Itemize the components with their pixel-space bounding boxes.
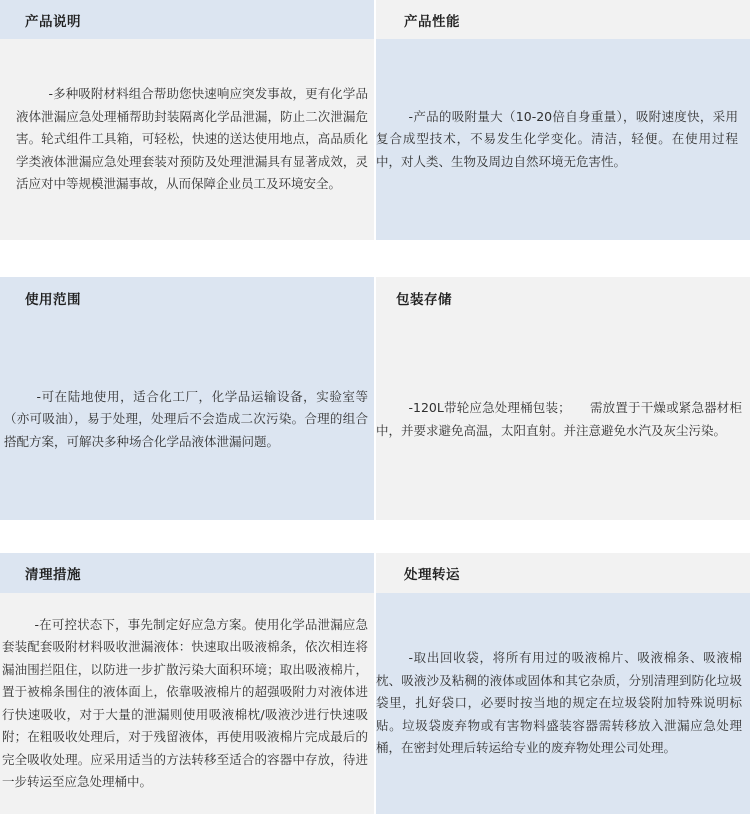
transfer-header (376, 553, 750, 593)
cleanup-header (0, 553, 374, 593)
section-scope-storage (0, 277, 750, 520)
section-description-performance (0, 0, 750, 240)
transfer-text: -取出回收袋，将所有用过的吸液棉片、吸液棉条、吸液棉枕、吸液沙及粘稠的液体或固体和其它杂质，分别清理到防化垃圾袋里，扎好袋口，必要时按当地的规定在垃圾袋附加特殊说明标贴。垃圾袋废弃物或有害物料盛装容器需转移放入泄漏应急处理桶，在密封处理后转运给专业的废弃物处理公司处理。 (376, 650, 742, 756)
description-text: -多种吸附材料组合帮助您快速响应突发事故，更有化学品液体泄漏应急处理桶帮助封装隔离化学品泄漏，防止二次泄漏危害。轮式组件工具箱，可轻松，快速的送达使用地点，高品质化学类液体泄漏应急处理套装对预防及处理泄漏具有显著成效，灵活应对中等规模泄漏事故，从而保障企业员工及环境安全。 (16, 86, 368, 192)
performance-header (376, 0, 750, 39)
section-cleanup-transfer (0, 553, 750, 814)
storage-header (376, 277, 750, 319)
scope-title: 使用范围 (25, 292, 81, 308)
scope-body (0, 319, 374, 520)
performance-body (376, 39, 750, 240)
scope-header (0, 277, 374, 319)
cleanup-body (0, 593, 374, 814)
cleanup-title: 清理措施 (25, 567, 81, 583)
description-body (0, 39, 374, 240)
scope-text: -可在陆地使用，适合化工厂，化学品运输设备，实验室等（亦可吸油），易于处理，处理后不会造成二次污染。合理的组合搭配方案，可解决多种场合化学品液体泄漏问题。 (4, 388, 368, 449)
transfer-title: 处理转运 (404, 567, 460, 583)
description-title: 产品说明 (25, 13, 81, 30)
storage-text: -120L带轮应急处理桶包装； 需放置于干燥或紧急器材柜中，并要求避免高温，太阳直射。并注意避免水汽及灰尘污染。 (376, 400, 742, 438)
description-header (0, 0, 374, 39)
storage-title: 包装存储 (396, 292, 452, 308)
storage-body (376, 319, 750, 520)
performance-title: 产品性能 (404, 13, 460, 30)
performance-text: -产品的吸附量大（10-20倍自身重量），吸附速度快，采用复合成型技术，不易发生化学变化。清洁，轻便。在使用过程中，对人类、生物及周边自然环境无危害性。 (376, 108, 738, 169)
cleanup-text: -在可控状态下，事先制定好应急方案。使用化学品泄漏应急套装配套吸附材料吸收泄漏液体：快速取出吸液棉条，依次相连将漏油围拦阻住，以防进一步扩散污染大面积环境；取出吸液棉片，置于被棉条围住的液体面上，依靠吸液棉片的超强吸附力对液体进行快速吸收，对于大量的泄漏则使用吸液棉枕/吸液沙进行快速吸附；在粗吸收处理后，对于残留液体，再使用吸液棉片完成最后的完全吸收处理。应采用适当的方法转移至适合的容器中存放，待进一步转运至应急处理桶中。 (2, 616, 368, 789)
transfer-body (376, 593, 750, 814)
